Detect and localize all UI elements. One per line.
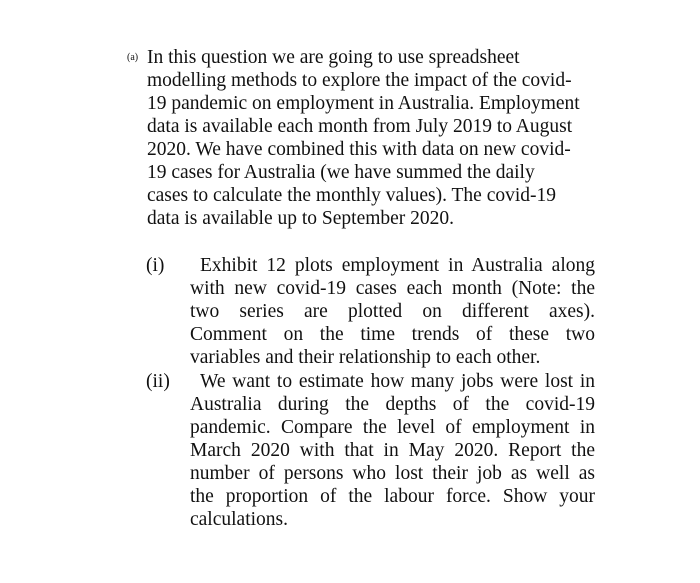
part-ii-line: We want to estimate how many jobs were lost in: [200, 371, 595, 392]
part-i-line: Comment on the time trends of these two: [190, 324, 595, 345]
part-a-line: cases to calculate the monthly values). The covid-19: [147, 185, 557, 206]
part-i-line: variables and their relationship to each other.: [190, 347, 541, 368]
part-i-line: Exhibit 12 plots employment in Australia along: [200, 255, 595, 276]
part-i-label: (i): [146, 255, 165, 276]
part-ii-line: pandemic. Compare the level of employment in: [190, 417, 595, 438]
part-i-text: [190, 254, 595, 369]
part-a-line: data is available each month from July 2019 to August: [147, 116, 573, 137]
part-a-line: 19 pandemic on employment in Australia. Employment: [147, 93, 580, 114]
part-ii-label: (ii): [146, 371, 170, 392]
part-ii-line: March 2020 with that in May 2020. Report the: [190, 440, 595, 461]
part-ii-line: number of persons who lost their job as well as: [190, 463, 595, 484]
part-a-line: data is available up to September 2020.: [147, 208, 455, 229]
part-a-text: [147, 46, 580, 230]
part-a-label: (a): [127, 52, 139, 63]
part-a-line: 2020. We have combined this with data on new covid-: [147, 139, 571, 160]
part-ii-line: calculations.: [190, 509, 289, 530]
part-a-line: modelling methods to explore the impact of the covid-: [147, 70, 572, 91]
part-ii-line: the proportion of the labour force. Show your: [190, 486, 595, 507]
part-a-line: 19 cases for Australia (we have summed the daily: [147, 162, 535, 183]
part-i-line: with new covid-19 cases each month (Note: the: [190, 278, 595, 299]
part-ii-text: [190, 370, 595, 531]
part-ii-line: Australia during the depths of the covid-19: [190, 394, 595, 415]
part-a-line: In this question we are going to use spreadsheet: [147, 47, 520, 68]
part-i-line: two series are plotted on different axes).: [190, 301, 595, 322]
